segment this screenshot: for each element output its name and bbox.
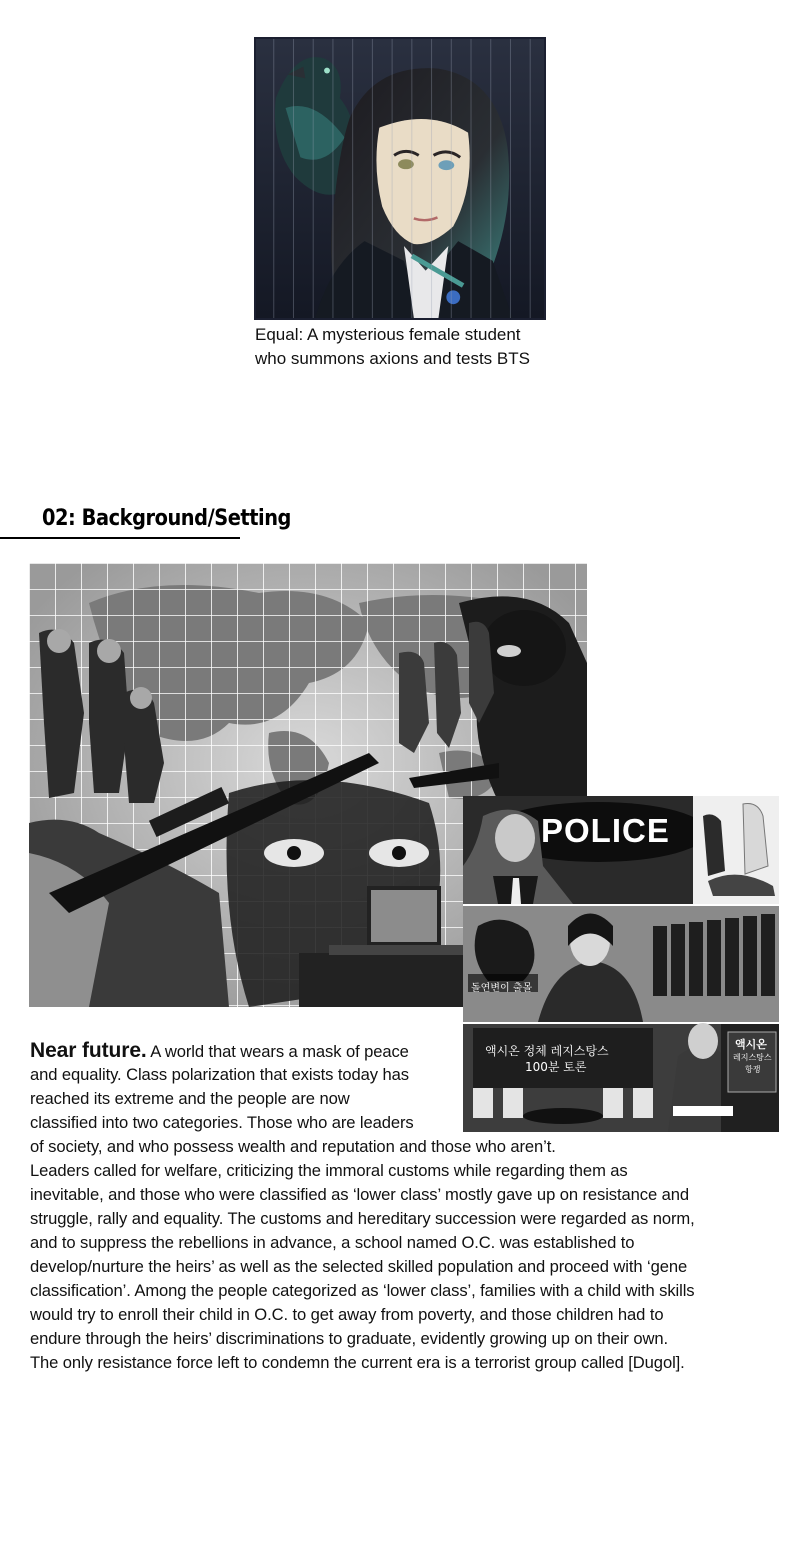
body-line: classified into two categories. Those who are leaders (30, 1113, 414, 1132)
section-heading: 02: Background/Setting (42, 506, 291, 531)
body-line: develop/nurture the heirs’ as well as the selected skilled population and proceed with ‘gene (30, 1257, 688, 1276)
body-line: reached its extreme and the people are now (30, 1089, 350, 1108)
setting-description (30, 1039, 790, 1375)
tv-caption: 돌연변이 출몰 (471, 983, 533, 994)
heading-underline (0, 537, 240, 539)
equal-portrait-art (256, 39, 544, 318)
tv-banner-line: 액시온 정체 레지스탕스 (485, 1044, 609, 1058)
tv-side-line: 액시온 (735, 1038, 767, 1051)
body-line: Leaders called for welfare, criticizing the immoral customs while regarding them as (30, 1161, 628, 1180)
body-line-text: A world that wears a mask of peace (146, 1042, 409, 1061)
body-line: of society, and who possess wealth and reputation and those who aren’t. (30, 1137, 556, 1156)
lead-phrase: Near future. (30, 1039, 147, 1062)
tv-side-line: 레지스탕스 (733, 1053, 772, 1062)
body-line: would try to enroll their child in O.C. to get away from poverty, and those children had to (30, 1305, 664, 1324)
body-line: struggle, rally and equality. The customs and hereditary succession were regarded as norm, (30, 1209, 695, 1228)
body-line: The only resistance force left to condemn the current era is a terrorist group called [Dugol]. (30, 1353, 685, 1372)
body-line: endure through the heirs’ discriminations to graduate, evidently growing up on their own. (30, 1329, 669, 1348)
body-line: classification’. Among the people categorized as ‘lower class’, families with a child with skills (30, 1281, 695, 1300)
caption-line: who summons axions and tests BTS (255, 349, 530, 368)
character-illustration (254, 37, 546, 320)
character-caption (255, 323, 575, 371)
body-line: inevitable, and those who were classified as ‘lower class’ mostly gave up on resistance and (30, 1185, 689, 1204)
body-line: and equality. Class polarization that exists today has (30, 1065, 409, 1084)
tv-banner-line: 100분 토론 (525, 1060, 587, 1074)
tv-side-line: 항쟁 (745, 1065, 761, 1074)
police-sign: POLICE (541, 812, 670, 849)
body-line: and to suppress the rebellions in advance, a school named O.C. was established to (30, 1233, 635, 1252)
body-line (30, 1039, 790, 1063)
caption-line: Equal: A mysterious female student (255, 325, 521, 344)
